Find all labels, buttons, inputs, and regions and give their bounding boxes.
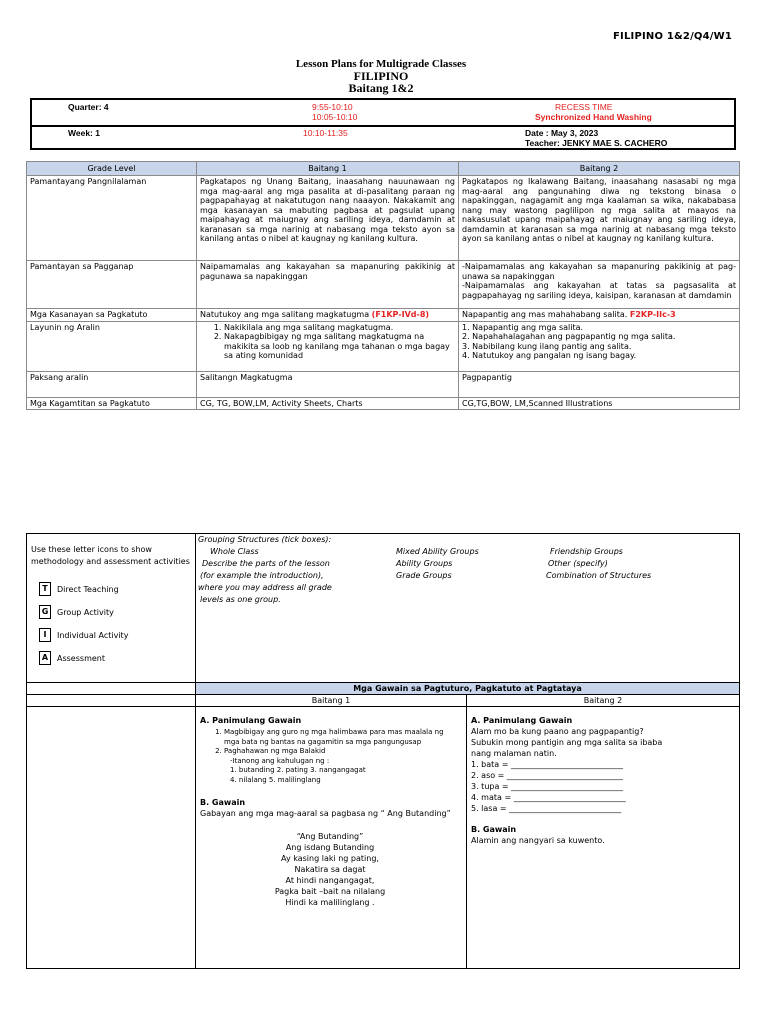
cell-line: -Naipamamalas ang kakayahan sa mapanuring pakikinig at pag-unawa sa napakinggan — [462, 262, 736, 281]
letter-t-icon: T — [39, 582, 51, 596]
week-label: Week: 1 — [68, 128, 100, 138]
cell-baitang-1: CG, TG, BOW,LM, Activity Sheets, Charts — [197, 397, 459, 410]
cell-baitang-2: CG,TG,BOW, LM,Scanned Illustrations — [459, 397, 740, 410]
legend-item — [31, 628, 191, 642]
cell-baitang-1 — [197, 321, 459, 371]
activities-table — [26, 533, 740, 969]
col-header-baitang-2: Baitang 2 — [459, 162, 740, 176]
cell-baitang-1: Salitangn Magkatugma — [197, 371, 459, 397]
handwashing-label: Synchronized Hand Washing — [535, 112, 652, 122]
table-row — [27, 309, 740, 322]
recess-label: RECESS TIME — [555, 102, 613, 112]
cell-baitang-2: Pagkatapos ng Ikalawang Baitang, inaasahang nasasabi ng mga mag-aaral ang pangunahing diwa ng tekstong binasa o napakinggan, nagagamit ang mga kaalaman sa wika, nakababasa nang may wastong paglilipon ng mga salita at maayos na nakasusulat upang maipahayag at maiugnay ang sariling ideya, damdamin at karanasan sa mga narinig at nabasang mga teksto ayon sa kanilang antas o nibel at kaugnay ng kanilang kultura. — [459, 176, 740, 261]
poem-line: Ay kasing laki ng pating, — [281, 854, 379, 863]
activities-header-row — [27, 695, 740, 707]
date-label: Date : May 3, 2023 — [525, 128, 599, 138]
competency-code: F2KP-IIc-3 — [629, 310, 676, 319]
cell-baitang-2 — [459, 261, 740, 309]
list-item: 2. Nakapagbibigay ng mga salitang magkatugma na makikita sa loob ng kanilang mga tahanan o mga bagay sa ating komunidad — [224, 332, 455, 361]
bar-spacer — [27, 683, 196, 695]
section-a-title: A. Panimulang Gawain — [471, 716, 573, 725]
table-row — [27, 176, 740, 261]
title-line-1: Lesson Plans for Multigrade Classes — [295, 58, 467, 70]
activities-header-baitang-1: Baitang 1 — [196, 695, 467, 707]
letter-g-icon: G — [39, 605, 51, 619]
word-blank-item[interactable]: 3. tupa = ____________________________ — [471, 782, 624, 791]
legend-item — [31, 651, 191, 665]
section-b-text: Alamin ang nangyari sa kuwento. — [471, 836, 605, 845]
poem-line: Pagka bait –bait na nilalang — [274, 887, 386, 896]
header-spacer — [27, 695, 196, 707]
competency-code: (F1KP-IVd-8) — [371, 310, 430, 319]
sub-item: 4. nilalang 5. malilinglang — [230, 775, 321, 784]
time-slot-3: 10:10-11:35 — [303, 128, 348, 138]
grouping-structures — [196, 534, 740, 683]
cell-baitang-2 — [459, 321, 740, 371]
letter-icon-legend — [27, 534, 196, 683]
activities-baitang-2 — [467, 707, 740, 969]
legend-intro: Use these letter icons to show methodology and assessment activities — [31, 545, 190, 566]
letter-a-icon: A — [39, 651, 51, 665]
word-blank-item[interactable]: 4. mata = ____________________________ — [471, 793, 626, 802]
title-line-3: Baitang 1&2 — [348, 81, 414, 95]
legend-item — [31, 582, 191, 596]
poem-line: Nakatira sa dagat — [294, 865, 366, 874]
list-item: 2. Napahahalagahan ang pagpapantig ng mga salita. — [462, 332, 676, 341]
list-item: 1. Magbibigay ang guro ng mga halimbawa para mas maalala ng mga bata ng bantas na gagamitin sa mga pangungusap — [224, 728, 460, 747]
poem-title: “Ang Butanding” — [296, 832, 364, 841]
legend-row — [27, 534, 740, 683]
word-blank-item[interactable]: 1. bata = ____________________________ — [471, 760, 623, 769]
teacher-label: Teacher: JENKY MAE S. CACHERO — [525, 138, 668, 148]
legend-item — [31, 605, 191, 619]
title-line-2: FILIPINO — [353, 69, 409, 83]
document-titles — [24, 58, 738, 94]
option-combination[interactable]: Combination of Structures — [546, 571, 652, 580]
cell-baitang-1: Naipamamalas ang kakayahan sa mapanuring pakikinig at pagunawa sa napakinggan — [197, 261, 459, 309]
poem-line: Ang isdang Butanding — [285, 843, 375, 852]
poem — [200, 831, 460, 908]
poem-line: Hindi ka malilinglang . — [285, 898, 375, 907]
section-b-text: Gabayan ang mga mag-aaral sa pagbasa ng “ Ang Butanding” — [200, 809, 451, 818]
grouping-title: Grouping Structures (tick boxes): — [198, 535, 332, 544]
cell-line: -Naipamamalas ang kakayahan at tatas sa pagsasalita at pagpapahayag ng sariling ideya, kaisipan, karanasan at damdamin — [462, 281, 736, 300]
table-row — [27, 261, 740, 309]
time-slot-2: 10:05-10:10 — [312, 112, 358, 122]
table-row — [27, 371, 740, 397]
legend-label: Individual Activity — [57, 630, 129, 640]
row-label: Mga Kasanayan sa Pagkatuto — [27, 309, 197, 322]
row-label: Paksang aralin — [27, 371, 197, 397]
option-friendship-groups[interactable]: Friendship Groups — [550, 547, 623, 556]
word-blank-item[interactable]: 2. aso = _____________________________ — [471, 771, 623, 780]
col-header-grade-level: Grade Level — [27, 162, 197, 176]
section-a-title: A. Panimulang Gawain — [200, 716, 302, 725]
quarter-label: Quarter: 4 — [68, 102, 109, 112]
legend-label: Group Activity — [57, 607, 114, 617]
option-other[interactable]: Other (specify) — [548, 559, 608, 568]
word-blank-item[interactable]: 5. lasa = ____________________________ — [471, 804, 622, 813]
poem-line: At hindi nangangagat, — [285, 876, 375, 885]
cell-baitang-1 — [197, 309, 459, 322]
sub-item: -Itanong ang kahulugan ng : — [230, 756, 330, 765]
schedule-header-box — [30, 98, 736, 150]
option-ability-groups[interactable]: Ability Groups — [396, 559, 453, 568]
grouping-description: (for example the introduction), — [200, 571, 324, 580]
row-label: Mga Kagamtitan sa Pagkatuto — [27, 397, 197, 410]
list-item: 3. Nabibilang kung ilang pantig ang salita. — [462, 341, 632, 351]
legend-label: Direct Teaching — [57, 584, 119, 594]
grouping-description: where you may address all grade — [198, 583, 332, 592]
row-label: Layunin ng Aralin — [27, 321, 197, 371]
row-label: Pamantayang Pangnilalaman — [27, 176, 197, 261]
legend-label: Assessment — [57, 653, 105, 663]
document-code: FILIPINO 1&2/Q4/W1 — [613, 31, 733, 42]
section-b-title: B. Gawain — [471, 825, 517, 834]
cell-baitang-2: Pagpapantig — [459, 371, 740, 397]
instruction-line: Subukin mong pantigin ang mga salita sa ibaba — [471, 738, 663, 747]
list-item: 1. Nakikilala ang mga salitang magkatugma. — [224, 323, 455, 333]
grouping-description: Describe the parts of the lesson — [202, 559, 330, 568]
list-item: 2. Paghahawan ng mga Balakid — [224, 747, 460, 757]
section-b-title: B. Gawain — [200, 798, 246, 807]
instruction-line: Alam mo ba kung paano ang pagpapantig? — [471, 727, 644, 736]
activities-header-baitang-2: Baitang 2 — [467, 695, 740, 707]
competency-text: Natutukoy ang mga salitang magkatugma — [200, 310, 370, 319]
col-header-baitang-1: Baitang 1 — [197, 162, 459, 176]
header-divider — [32, 125, 734, 127]
option-mixed-ability[interactable]: Mixed Ability Groups — [396, 547, 479, 556]
lesson-plan-table — [26, 161, 740, 410]
row-label: Pamantayan sa Pagganap — [27, 261, 197, 309]
option-grade-groups[interactable]: Grade Groups — [396, 571, 452, 580]
letter-i-icon: I — [39, 628, 51, 642]
instruction-line: nang malaman natin. — [471, 749, 557, 758]
table-header-row — [27, 162, 740, 176]
cell-baitang-1: Pagkatapos ng Unang Baitang, inaasahang nauunawaan ng mga mag-aaral ang mga pasalita at di-pasalitang paraan ng pagpapahayag at nakatutugon nang naaayon. Nakakamit ang mga kasanayan sa mabuting pagbasa at pagsulat upang maipahayag at maiugnay ang sariling ideya, damdamin at karanasan sa mga narinig at nabasang mga teksto ayon sa kanilang antas o nibel at kaugnay ng kanilang kultura. — [197, 176, 459, 261]
activities-bar-row — [27, 683, 740, 695]
activities-label-cell — [27, 707, 196, 969]
activities-title-bar: Mga Gawain sa Pagtuturo, Pagkatuto at Pagtataya — [196, 683, 740, 695]
competency-text: Napapantig ang mas mahahabang salita. — [462, 310, 628, 319]
grouping-description: levels as one group. — [200, 595, 281, 604]
cell-baitang-2 — [459, 309, 740, 322]
table-row — [27, 397, 740, 410]
list-item: 4. Natutukoy ang pangalan ng isang bagay. — [462, 351, 637, 360]
table-row — [27, 321, 740, 371]
time-slot-1: 9:55-10:10 — [312, 102, 353, 112]
sub-item: 1. butanding 2. pating 3. nangangagat — [230, 766, 366, 774]
option-whole-class[interactable]: Whole Class — [210, 547, 259, 556]
list-item: 1. Napapantig ang mga salita. — [462, 322, 584, 332]
activities-baitang-1 — [196, 707, 467, 969]
activities-content-row — [27, 707, 740, 969]
